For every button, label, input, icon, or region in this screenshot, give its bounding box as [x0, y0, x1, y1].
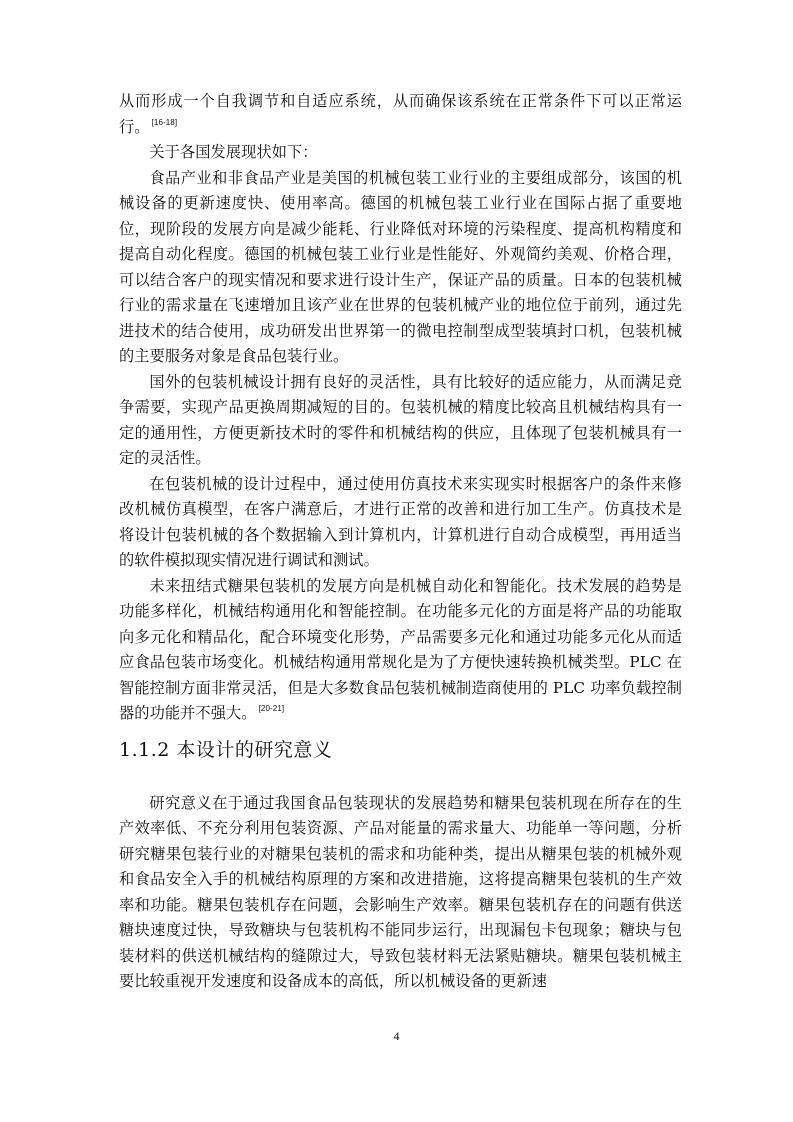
paragraph-countries: 食品产业和非食品产业是美国的机械包装工业行业的主要组成部分，该国的机械设备的更新速度快、使用率高。德国的机械包装工业行业在国际占据了重要地位，现阶段的发展方向是减少能耗、行业降低对环境的污染程度、提高机构精度和提高自动化程度。德国的机械包装工业行业是性能好、外观简约美观、价格合理，可以结合客户的现实情况和要求进行设计生产，保证产品的质量。日本的包装机械行业的需求量在飞速增加且该产业在世界的包装机械产业的地位位于前列，通过先进技术的结合使用，成功研发出世界第一的微电控制型成型装填封口机，包装机械的主要服务对象是食品包装行业。	[119, 168, 682, 365]
paragraph-foreign-design: 国外的包装机械设计拥有良好的灵活性，具有比较好的适应能力，从而满足竞争需要，实现产品更换周期减短的目的。包装机械的精度比较高且机械结构具有一定的通用性，方便更新技术时的零件和机械结构的供应，且体现了包装机械具有一定的灵活性。	[119, 372, 682, 467]
citation-20-21: [20-21]	[258, 704, 285, 713]
paragraph-continuation: 从而形成一个自我调节和自适应系统，从而确保该系统在正常条件下可以正常运行。 [16-18]	[119, 92, 682, 136]
paragraph-significance: 研究意义在于通过我国食品包装现状的发展趋势和糖果包装机现在所存在的生产效率低、不充分利用包装资源、产品对能量的需求量大、功能单一等问题，分析研究糖果包装行业的对糖果包装机的需求和功能种类，提出从糖果包装的机械外观和食品安全入手的机械结构原理的方案和改进措施，这将提高糖果包装机的生产效率和功能。糖果包装机存在问题，会影响生产效率。糖果包装机存在的问题有供送糖块速度过快，导致糖块与包装机构不能同步运行，出现漏包卡包现象；糖块与包装材料的供送机械结构的缝隙过大，导致包装材料无法紧贴糖块。糖果包装机械主要比较重视开发速度和设备成本的高低，所以机械设备的更新速	[119, 793, 682, 990]
paragraph-intro: 关于各国发展现状如下：	[149, 143, 318, 161]
paragraph-simulation: 在包装机械的设计过程中，通过使用仿真技术来实现实时根据客户的条件来修改机械仿真模型，在客户满意后，才进行正常的改善和进行加工生产。仿真技术是将设计包装机械的各个数据输入到计算机内，计算机进行自动合成模型，再用适当的软件模拟现实情况进行调试和测试。	[119, 474, 682, 569]
page-body	[119, 89, 682, 995]
paragraph-future: 未来扭结式糖果包装机的发展方向是机械自动化和智能化。技术发展的趋势是功能多样化，机械结构通用化和智能控制。在功能多元化的方面是将产品的功能取向多元化和精品化，配合环境变化形势，产品需要多元化和通过功能多元化从而适应食品包装市场变化。机械结构通用常规化是为了方便快速转换机械类型。PLC 在智能控制方面非常灵活，但是大多数食品包装机械制造商使用的 PLC 功率负载控制器的功能并不强大。 [20-21]	[119, 576, 682, 722]
section-heading: 1.1.2 本设计的研究意义	[119, 738, 333, 761]
page-number: 4	[393, 1029, 400, 1043]
citation-16-18: [16-18]	[151, 117, 178, 127]
section-spacer	[119, 775, 682, 791]
